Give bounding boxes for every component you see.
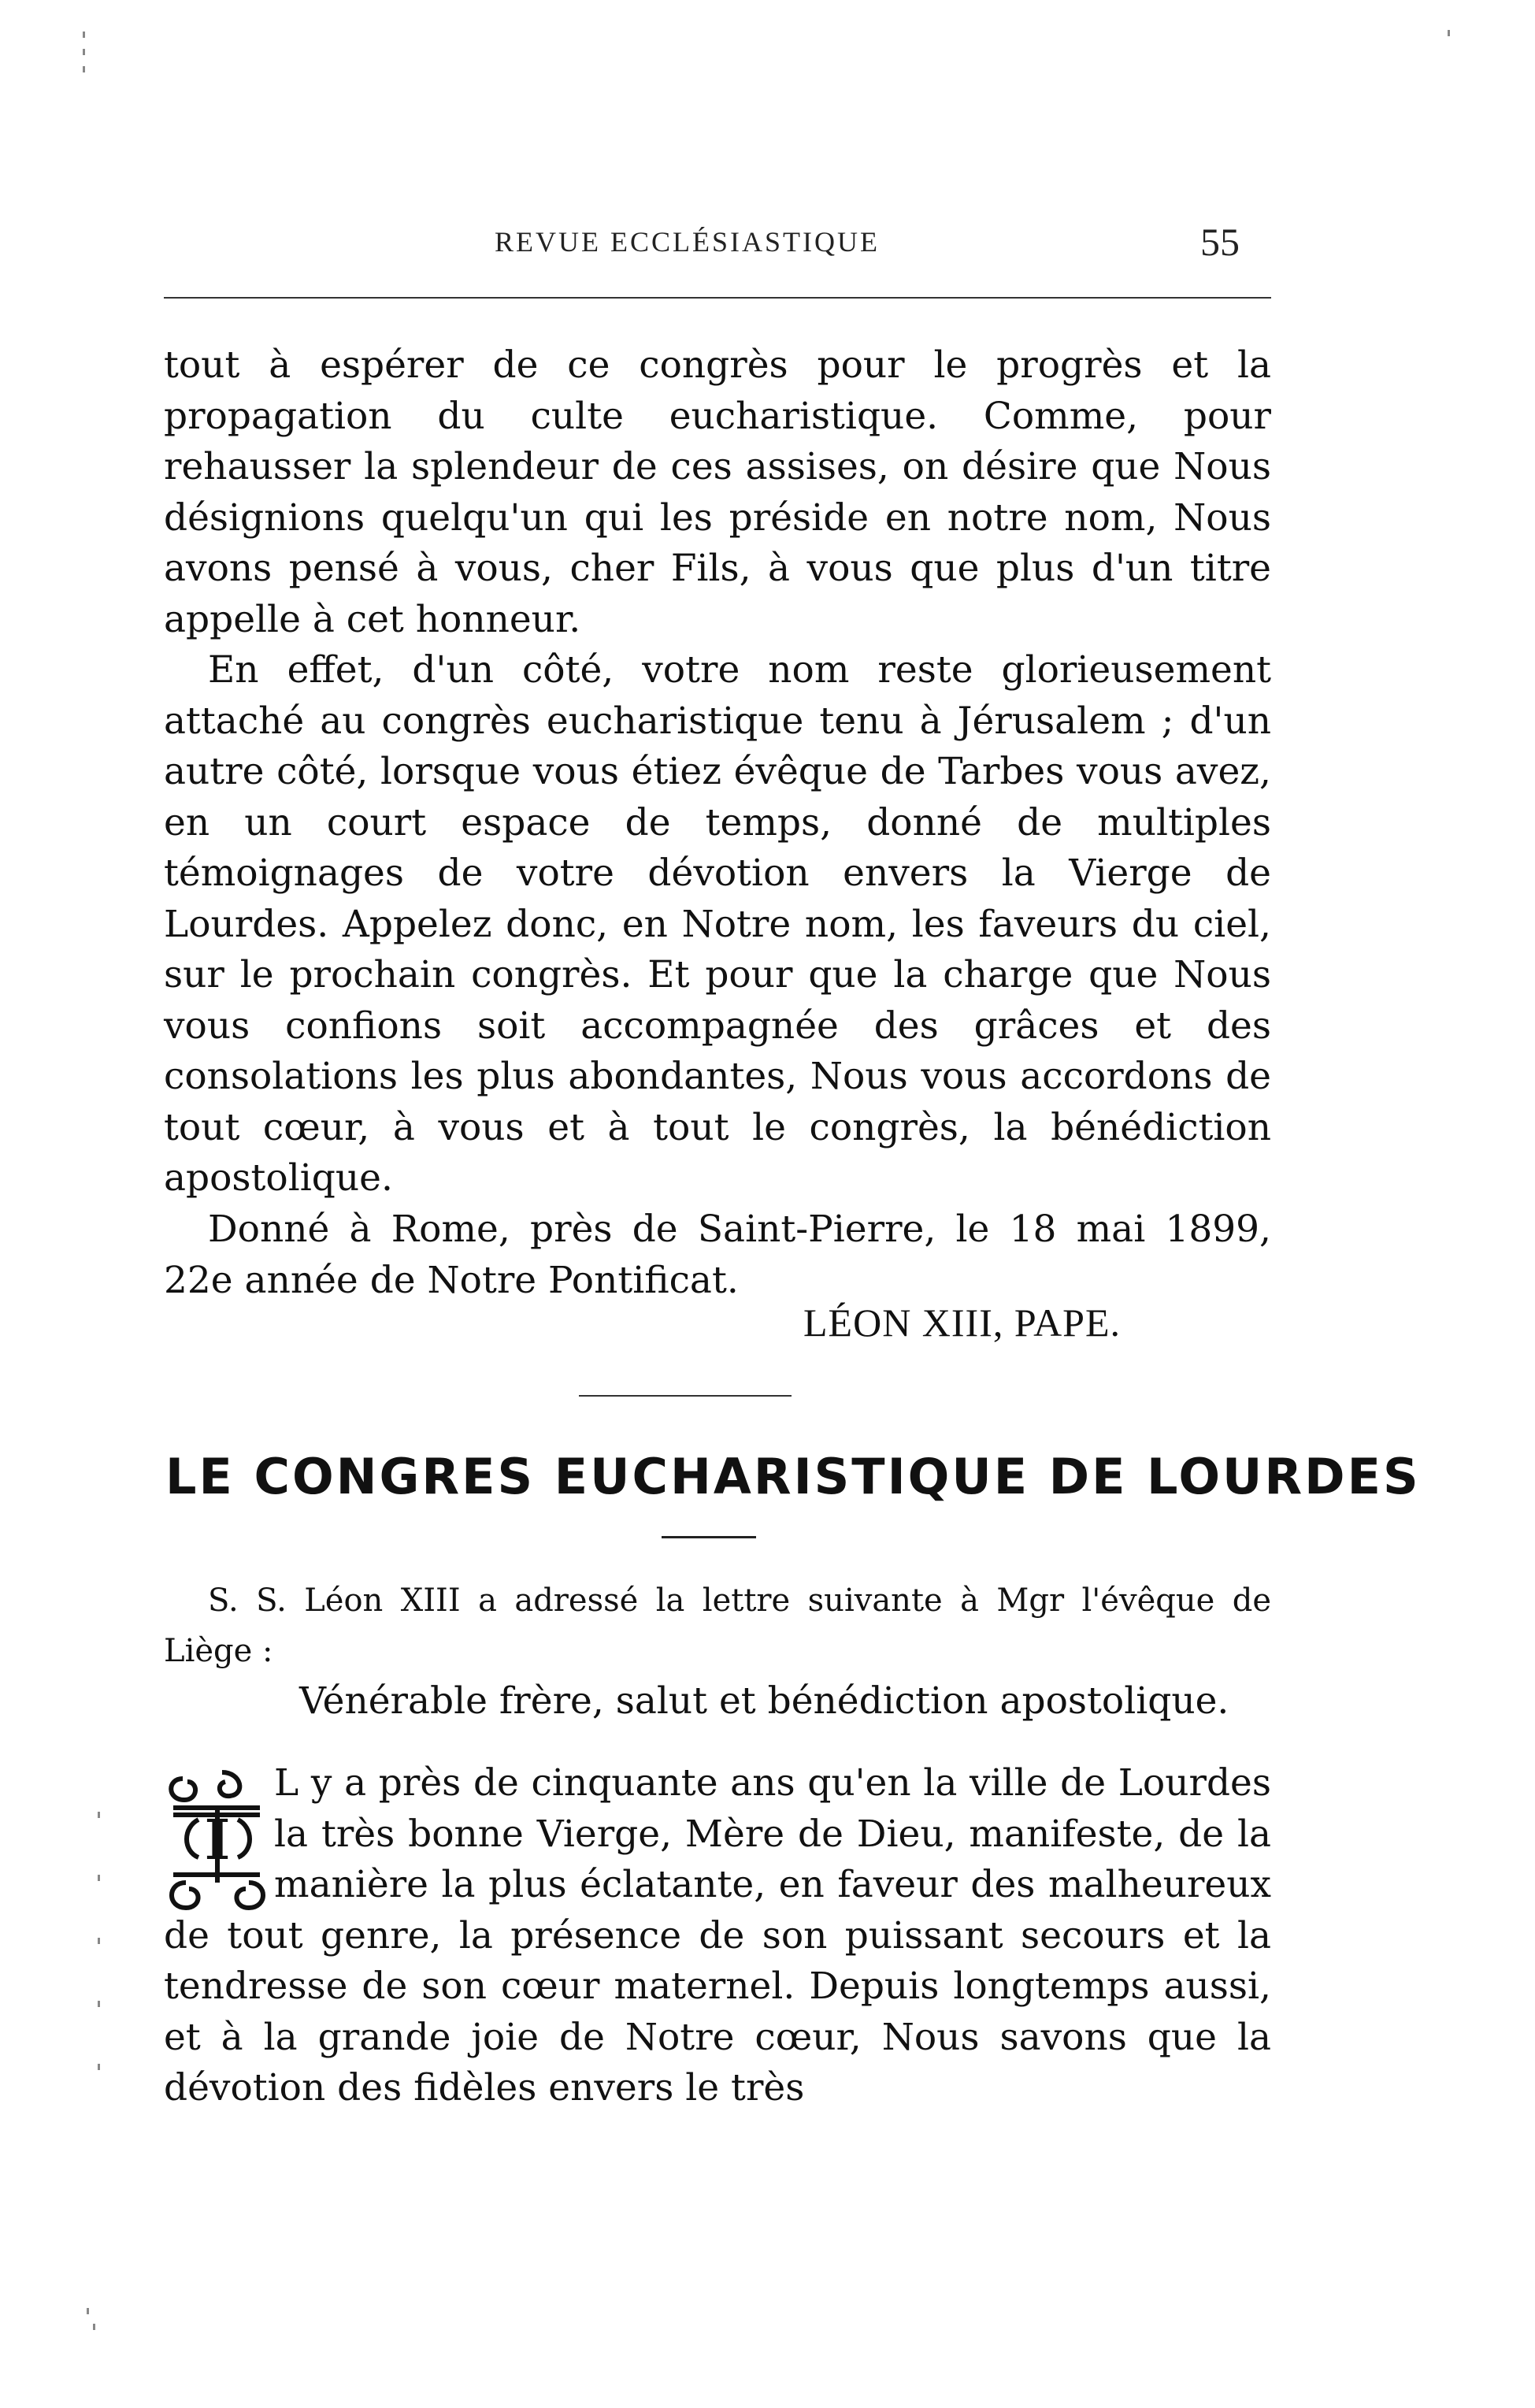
section-title: LE CONGRES EUCHARISTIQUE DE LOURDES [165,1448,1421,1505]
letter-paragraph-2: En effet, d'un côté, votre nom reste glorieusement attaché au congrès eucharistique tenu à Jérusalem ; d'un autre côté, lorsque vous étiez évêque de Tarbes vous avez, en un court espace de temps, donné de multiples témoignages de votre dévotion envers la Vierge de Lourdes. Appelez donc, en Notre nom, les faveurs du ciel, sur le prochain congrès. Et pour que la charge que Nous vous confions soit accompagnée des grâces et des consolations les plus abondantes, Nous vous accordons de tout cœur, à vous et à tout le congrès, la bénédiction apostolique. [164,648,1271,1200]
margin-dot [98,1875,100,1881]
dropcap-letter: I [204,1807,231,1872]
salutation: Vénérable frère, salut et bénédiction apostolique. [299,1679,1229,1723]
margin-dot [87,2308,89,2314]
signature: LÉON XIII, PAPE. [803,1300,1122,1345]
letter-dating-paragraph: Donné à Rome, près de Saint-Pierre, le 18 mai 1899, 22e année de Notre Pontificat. [164,1208,1271,1302]
margin-dot [93,2324,95,2330]
letter-body-text: L y a près de cinquante ans qu'en la ville de Lourdes la très bonne Vierge, Mère de Dieu, manifeste, de la manière la plus éclatante, en faveur des malheureux de tout genre, la présence de son puissant secours et la tendresse de son cœur maternel. Depuis longtemps aussi, et à la grande joie de Notre cœur, Nous savons que la dévotion des fidèles envers le très [164,1761,1271,2109]
margin-dot [83,49,85,55]
letter-paragraph-1: tout à espérer de ce congrès pour le progrès et la propagation du culte eucharistique. Comme, pour rehausser la splendeur de ces assises, on désire que Nous désignions quelqu'un qui les préside en notre nom, Nous avons pensé à vous, cher Fils, à vous que plus d'un titre appelle à cet honneur. [164,343,1271,641]
margin-dot [98,2064,100,2070]
dropcap-spacer [164,1758,274,1908]
running-header [164,219,1271,274]
separator-rule [579,1395,792,1397]
header-rule [164,297,1271,299]
margin-dot [83,66,85,72]
title-underline-rule [662,1536,756,1538]
margin-dot [83,32,85,38]
margin-dot [98,1938,100,1944]
margin-dot [1448,30,1450,36]
margin-dot [98,2001,100,2007]
running-header-title: REVUE ECCLÉSIASTIQUE [495,226,880,258]
margin-dot [98,1812,100,1818]
page-number: 55 [1200,220,1240,264]
letter-body-paragraph [164,1758,1271,2114]
section-intro: S. S. Léon XIII a adressé la lettre suivante à Mgr l'évêque de Liège : [164,1582,1271,1669]
